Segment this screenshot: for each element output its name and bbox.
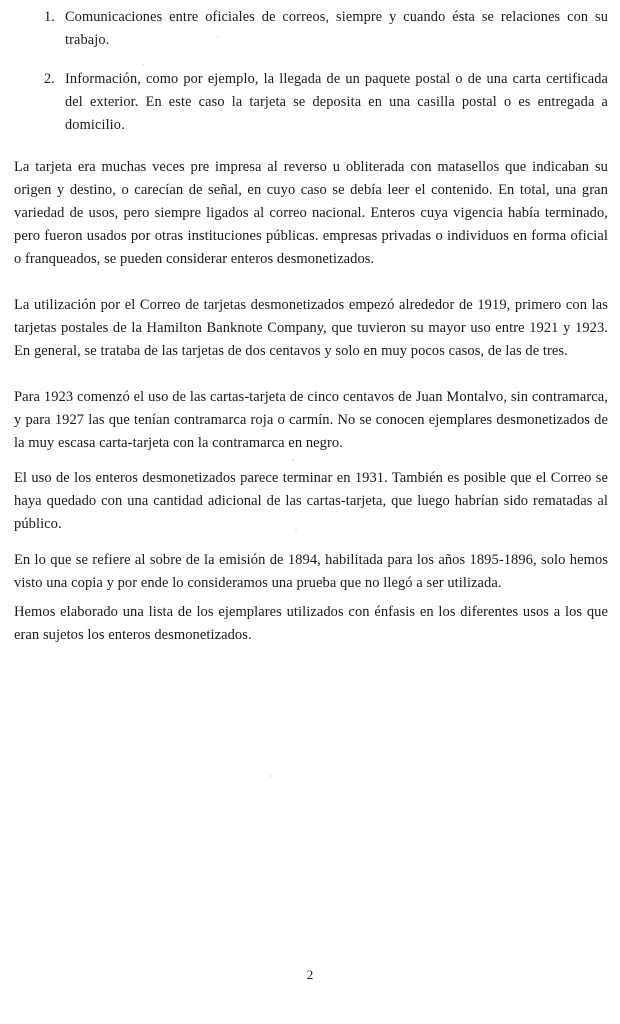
paragraph-block-4 [14,467,608,536]
list-item-text: Comunicaciones entre oficiales de correos, siempre y cuando ésta se relaciones con su trabajo. [65,9,608,48]
body-paragraph: En lo que se refiere al sobre de la emisión de 1894, habilitada para los años 1895-1896, solo hemos visto una copia y por ende lo consideramos una prueba que no llegó a ser utilizada. [14,552,608,591]
body-paragraph: Hemos elaborado una lista de los ejemplares utilizados con énfasis en los diferentes usos a los que eran sujetos los enteros desmonetizados. [14,604,608,643]
numbered-list-block [14,6,608,137]
paragraph-block-5 [14,549,608,595]
paragraph-block-6 [14,601,608,647]
list-item-marker: 2. [44,71,56,87]
numbered-list [14,6,608,137]
list-item [14,68,608,137]
list-item [14,6,608,52]
scan-speckle [292,459,294,461]
scan-speckle [270,775,272,777]
page-number: 2 [306,967,314,982]
list-item-marker: 1. [44,9,56,25]
body-paragraph: La utilización por el Correo de tarjetas desmonetizados empezó alrededor de 1919, primero con las tarjetas postales de la Hamilton Banknote Company, que tuvieron su mayor uso entre 1921 y 1923. En general, se trataba de las tarjetas de dos centavos y solo en muy pocos casos, de las de tres. [14,297,608,359]
body-paragraph: La tarjeta era muchas veces pre impresa al reverso u obliterada con matasellos que indicaban su origen y destino, o carecían de señal, en cuyo caso se debía leer el contenido. En total, una gran variedad de usos, pero siempre ligados al correo nacional. Enteros cuya vigencia había terminado, pero fueron usados por otras instituciones públicas. empresas privadas o individuos en forma oficial o franqueados, se pueden considerar enteros desmonetizados. [14,159,608,267]
paragraph-block-1 [14,156,608,271]
paragraph-block-2 [14,294,608,363]
paragraph-block-3 [14,386,608,455]
list-item-text: Información, como por ejemplo, la llegada de un paquete postal o de una carta certificada del exterior. En este caso la tarjeta se deposita en una casilla postal o es entregada a domicilio. [65,71,608,133]
body-paragraph: Para 1923 comenzó el uso de las cartas-tarjeta de cinco centavos de Juan Montalvo, sin contramarca, y para 1927 las que tenían contramarca roja o carmín. No se conocen ejemplares desmonetizados de la muy escasa carta-tarjeta con la contramarca en negro. [14,389,608,451]
body-paragraph: El uso de los enteros desmonetizados parece terminar en 1931. También es posible que el Correo se haya quedado con una cantidad adicional de las cartas-tarjeta, que luego habrían sido rematadas al público. [14,470,608,532]
